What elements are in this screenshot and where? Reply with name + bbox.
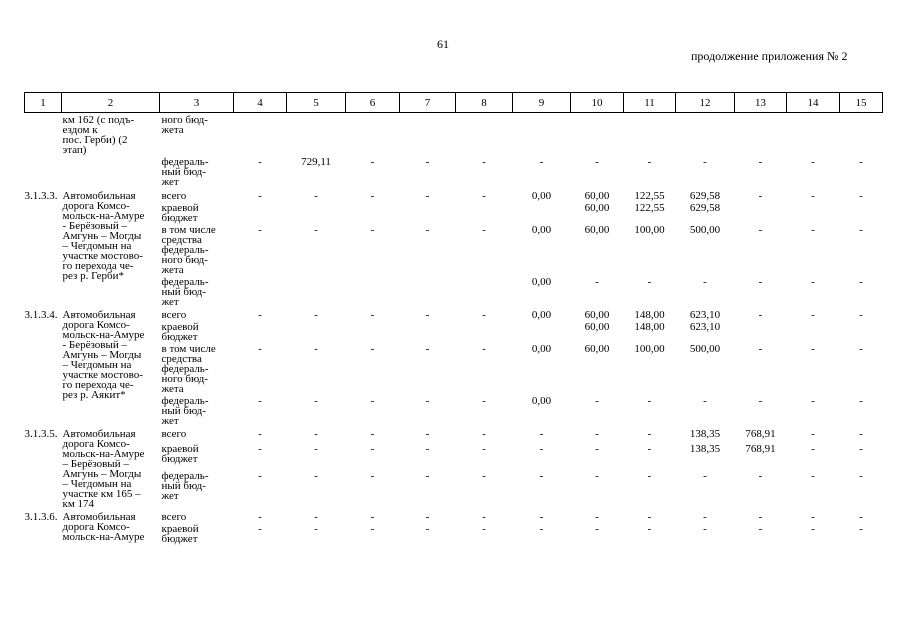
value-cell: -	[811, 190, 815, 202]
value-cell: -	[859, 428, 863, 440]
value-cell: -	[258, 511, 262, 523]
value-cell: 100,00	[634, 224, 665, 236]
value-cell: -	[811, 523, 815, 535]
value-cell: -	[425, 523, 430, 535]
header-cell: 3	[160, 93, 234, 113]
value-cell: -	[539, 428, 544, 440]
value-cell: -	[370, 511, 375, 523]
value-cell: 60,00	[584, 190, 610, 202]
value-cell	[840, 320, 883, 342]
row-code-cell: 3.1.3.4.	[24, 309, 58, 321]
value-cell: -	[258, 309, 262, 321]
value-cell	[400, 201, 456, 223]
budget-table	[24, 92, 883, 544]
value-cell: -	[370, 395, 375, 407]
value-cell: 629,58	[689, 202, 721, 214]
value-cell: 623,10	[689, 309, 721, 321]
header-cell: 13	[735, 93, 787, 113]
funding-source-cell: краевой бюджет	[161, 523, 199, 545]
value-cell: 768,91	[745, 443, 776, 456]
value-cell: -	[595, 443, 599, 456]
value-cell: -	[314, 428, 318, 440]
value-cell: 148,00	[634, 309, 665, 321]
funding-source-cell: федераль- ный бюд- жет	[161, 156, 209, 188]
value-cell: -	[258, 343, 262, 355]
value-cell: -	[539, 523, 544, 535]
value-cell	[456, 320, 513, 342]
value-cell: -	[647, 276, 652, 288]
value-cell: 0,00	[531, 224, 552, 236]
header-cell: 12	[676, 93, 735, 113]
value-cell: -	[425, 470, 430, 483]
value-cell: -	[425, 156, 430, 168]
value-cell: -	[703, 511, 707, 523]
value-cell: -	[258, 428, 262, 440]
value-cell: -	[425, 443, 430, 456]
value-cell: -	[482, 395, 486, 407]
value-cell: -	[758, 156, 763, 168]
value-cell	[676, 113, 735, 156]
value-cell	[513, 113, 571, 156]
funding-source-cell: краевой бюджет	[161, 443, 199, 466]
value-cell: -	[370, 156, 375, 168]
value-cell: 629,58	[689, 190, 721, 202]
header-cell: 4	[234, 93, 287, 113]
value-cell: -	[314, 343, 318, 355]
value-cell: -	[314, 523, 318, 535]
value-cell: -	[425, 428, 430, 440]
value-cell	[234, 275, 287, 307]
table-row	[25, 155, 883, 187]
value-cell: 0,00	[531, 309, 552, 321]
value-cell: -	[811, 443, 815, 456]
value-cell	[456, 275, 513, 307]
value-cell: -	[482, 156, 486, 168]
value-cell	[840, 201, 883, 223]
value-cell: -	[539, 443, 544, 456]
value-cell: 60,00	[584, 202, 610, 214]
value-cell	[400, 113, 456, 156]
value-cell: -	[758, 395, 763, 407]
value-cell: 60,00	[584, 343, 610, 355]
value-cell	[287, 201, 346, 223]
value-cell: 138,35	[689, 443, 721, 456]
value-cell: -	[811, 156, 815, 168]
funding-source-cell: федераль- ный бюд- жет	[161, 395, 209, 427]
value-cell: -	[703, 523, 707, 535]
value-cell: -	[425, 309, 430, 321]
value-cell: -	[859, 276, 863, 288]
value-cell: -	[539, 511, 544, 523]
funding-source-cell: всего	[161, 428, 187, 440]
value-cell: -	[703, 156, 707, 168]
value-cell: -	[258, 190, 262, 202]
value-cell: -	[258, 224, 262, 236]
value-cell	[735, 201, 787, 223]
value-cell: -	[859, 309, 863, 321]
header-cell: 15	[840, 93, 883, 113]
funding-source-cell: ного бюд- жета	[161, 114, 208, 136]
value-cell: -	[811, 224, 815, 236]
value-cell: -	[370, 470, 375, 483]
value-cell: -	[758, 511, 763, 523]
value-cell: -	[482, 224, 486, 236]
value-cell: -	[314, 511, 318, 523]
value-cell: -	[482, 428, 486, 440]
value-cell: -	[314, 309, 318, 321]
funding-source-cell: краевой бюджет	[161, 202, 199, 224]
funding-source-cell: в том числе средства федераль- ного бюд- жета	[161, 343, 216, 395]
value-cell: 60,00	[584, 321, 610, 333]
value-cell: -	[482, 343, 486, 355]
value-cell: -	[482, 309, 486, 321]
row-code-cell	[25, 155, 62, 187]
funding-source-cell: всего	[161, 190, 187, 202]
value-cell: 0,00	[531, 276, 552, 288]
value-cell	[735, 320, 787, 342]
value-cell: 138,35	[689, 428, 721, 440]
header-cell: 6	[346, 93, 400, 113]
value-cell: 768,91	[745, 428, 776, 440]
header-cell: 1	[25, 93, 62, 113]
value-cell: -	[314, 443, 318, 456]
funding-source-cell: краевой бюджет	[161, 321, 199, 343]
value-cell: -	[647, 523, 652, 535]
value-cell: -	[258, 470, 262, 483]
value-cell: -	[811, 309, 815, 321]
value-cell: -	[425, 224, 430, 236]
value-cell: 122,55	[634, 202, 665, 214]
value-cell: -	[859, 395, 863, 407]
value-cell: 148,00	[634, 321, 665, 333]
value-cell: -	[595, 470, 599, 483]
value-cell: 500,00	[689, 343, 721, 355]
value-cell: -	[370, 224, 375, 236]
value-cell: -	[811, 428, 815, 440]
funding-source-cell: федераль- ный бюд- жет	[161, 470, 209, 503]
value-cell: -	[314, 224, 318, 236]
value-cell: -	[811, 276, 815, 288]
value-cell	[400, 320, 456, 342]
value-cell: 623,10	[689, 321, 721, 333]
value-cell: -	[370, 343, 375, 355]
value-cell: 729,11	[301, 156, 331, 168]
header-cell: 8	[456, 93, 513, 113]
value-cell: -	[811, 343, 815, 355]
table-row	[25, 426, 883, 442]
value-cell: -	[425, 511, 430, 523]
value-cell: -	[370, 443, 375, 456]
row-name-cell: Автомобильная дорога Комсо- мольск-на-Амуре - Берёзовый – Амгунь – Могды – Чегдомын на участке мостово- го перехода че- рез р. Аякит*	[62, 309, 145, 401]
value-cell: -	[811, 470, 815, 483]
table-row	[25, 307, 883, 320]
value-cell: 60,00	[584, 224, 610, 236]
value-cell: -	[647, 395, 652, 407]
value-cell: -	[758, 470, 763, 483]
value-cell: 122,55	[634, 190, 665, 202]
table-row	[25, 509, 883, 522]
value-cell: -	[647, 428, 652, 440]
header-cell: 9	[513, 93, 571, 113]
value-cell: 100,00	[634, 343, 665, 355]
table-header-row	[25, 93, 883, 113]
row-code-cell: 3.1.3.3.	[24, 190, 58, 202]
value-cell: -	[859, 224, 863, 236]
value-cell	[735, 113, 787, 156]
value-cell: -	[482, 190, 486, 202]
value-cell	[346, 201, 400, 223]
header-cell: 5	[287, 93, 346, 113]
value-cell	[513, 201, 571, 223]
value-cell	[346, 275, 400, 307]
value-cell: 0,00	[531, 395, 552, 407]
value-cell: 500,00	[689, 224, 721, 236]
value-cell: -	[703, 276, 707, 288]
value-cell: -	[758, 276, 763, 288]
value-cell: -	[425, 343, 430, 355]
value-cell: -	[647, 511, 652, 523]
continuation-note: продолжение приложения № 2	[691, 49, 848, 63]
table-row	[25, 187, 883, 201]
row-code-cell: 3.1.3.6.	[24, 511, 58, 523]
header-cell: 7	[400, 93, 456, 113]
row-name-cell: Автомобильная дорога Комсо- мольск-на-Амуре	[62, 511, 145, 543]
value-cell	[787, 201, 840, 223]
value-cell	[571, 113, 624, 156]
value-cell: -	[595, 276, 599, 288]
value-cell	[234, 113, 287, 156]
row-code-cell: 3.1.3.5.	[24, 428, 58, 440]
header-cell: 11	[624, 93, 676, 113]
value-cell: -	[859, 190, 863, 202]
value-cell: -	[859, 511, 863, 523]
header-cell: 14	[787, 93, 840, 113]
value-cell	[787, 113, 840, 156]
value-cell: -	[811, 395, 815, 407]
value-cell: -	[703, 470, 707, 483]
value-cell: -	[425, 190, 430, 202]
value-cell	[513, 320, 571, 342]
value-cell: -	[370, 428, 375, 440]
value-cell: -	[859, 470, 863, 483]
value-cell	[346, 320, 400, 342]
value-cell: -	[758, 343, 763, 355]
value-cell: -	[482, 443, 486, 456]
header-cell: 2	[62, 93, 160, 113]
value-cell: -	[595, 511, 599, 523]
value-cell: -	[859, 343, 863, 355]
funding-source-cell: федераль- ный бюд- жет	[161, 276, 209, 308]
value-cell: -	[425, 395, 430, 407]
value-cell: -	[539, 470, 544, 483]
value-cell: -	[758, 224, 763, 236]
value-cell: -	[482, 470, 486, 483]
value-cell	[400, 275, 456, 307]
page-number: 61	[437, 37, 449, 51]
value-cell: -	[314, 395, 318, 407]
value-cell	[624, 113, 676, 156]
value-cell: -	[258, 523, 262, 535]
value-cell	[456, 201, 513, 223]
value-cell: -	[859, 156, 863, 168]
value-cell: -	[258, 443, 262, 456]
value-cell	[287, 113, 346, 156]
value-cell: 60,00	[584, 309, 610, 321]
value-cell	[456, 113, 513, 156]
value-cell: -	[539, 156, 544, 168]
value-cell	[787, 320, 840, 342]
value-cell: 0,00	[531, 343, 552, 355]
value-cell: -	[703, 395, 707, 407]
value-cell: -	[370, 523, 375, 535]
value-cell: -	[811, 511, 815, 523]
value-cell	[234, 201, 287, 223]
table-body	[25, 113, 883, 545]
value-cell: -	[859, 523, 863, 535]
value-cell: -	[758, 523, 763, 535]
value-cell: -	[595, 523, 599, 535]
value-cell: -	[758, 309, 763, 321]
value-cell: 0,00	[531, 190, 552, 202]
value-cell: -	[595, 428, 599, 440]
value-cell: -	[647, 443, 652, 456]
value-cell: -	[258, 395, 262, 407]
value-cell	[234, 320, 287, 342]
value-cell	[287, 275, 346, 307]
value-cell: -	[595, 395, 599, 407]
table-row	[25, 113, 883, 156]
funding-source-cell: в том числе средства федераль- ного бюд- жета	[161, 224, 216, 276]
funding-source-cell: всего	[161, 309, 187, 321]
value-cell	[840, 113, 883, 156]
value-cell: -	[258, 156, 262, 168]
value-cell: -	[370, 190, 375, 202]
row-name-cell: Автомобильная дорога Комсо- мольск-на-Амуре – Берёзовый – Амгунь – Могды – Чегдомын на участке км 165 – км 174	[62, 428, 145, 510]
value-cell: -	[647, 470, 652, 483]
value-cell: -	[370, 309, 375, 321]
row-name-cell	[62, 155, 160, 187]
header-cell: 10	[571, 93, 624, 113]
row-name-cell: Автомобильная дорога Комсо- мольск-на-Амуре - Берёзовый – Амгунь – Могды – Чегдомын на участке мостово- го перехода че- рез р. Герби*	[62, 190, 145, 282]
value-cell: -	[482, 511, 486, 523]
value-cell: -	[859, 443, 863, 456]
value-cell	[287, 320, 346, 342]
row-name-cell: км 162 (с подъ- ездом к пос. Герби) (2 этап)	[62, 114, 135, 156]
value-cell: -	[595, 156, 599, 168]
value-cell	[346, 113, 400, 156]
value-cell: -	[482, 523, 486, 535]
row-code-cell	[25, 113, 62, 156]
value-cell: -	[758, 190, 763, 202]
value-cell: -	[314, 190, 318, 202]
value-cell: -	[314, 470, 318, 483]
value-cell: -	[647, 156, 652, 168]
funding-source-cell: всего	[161, 511, 187, 523]
